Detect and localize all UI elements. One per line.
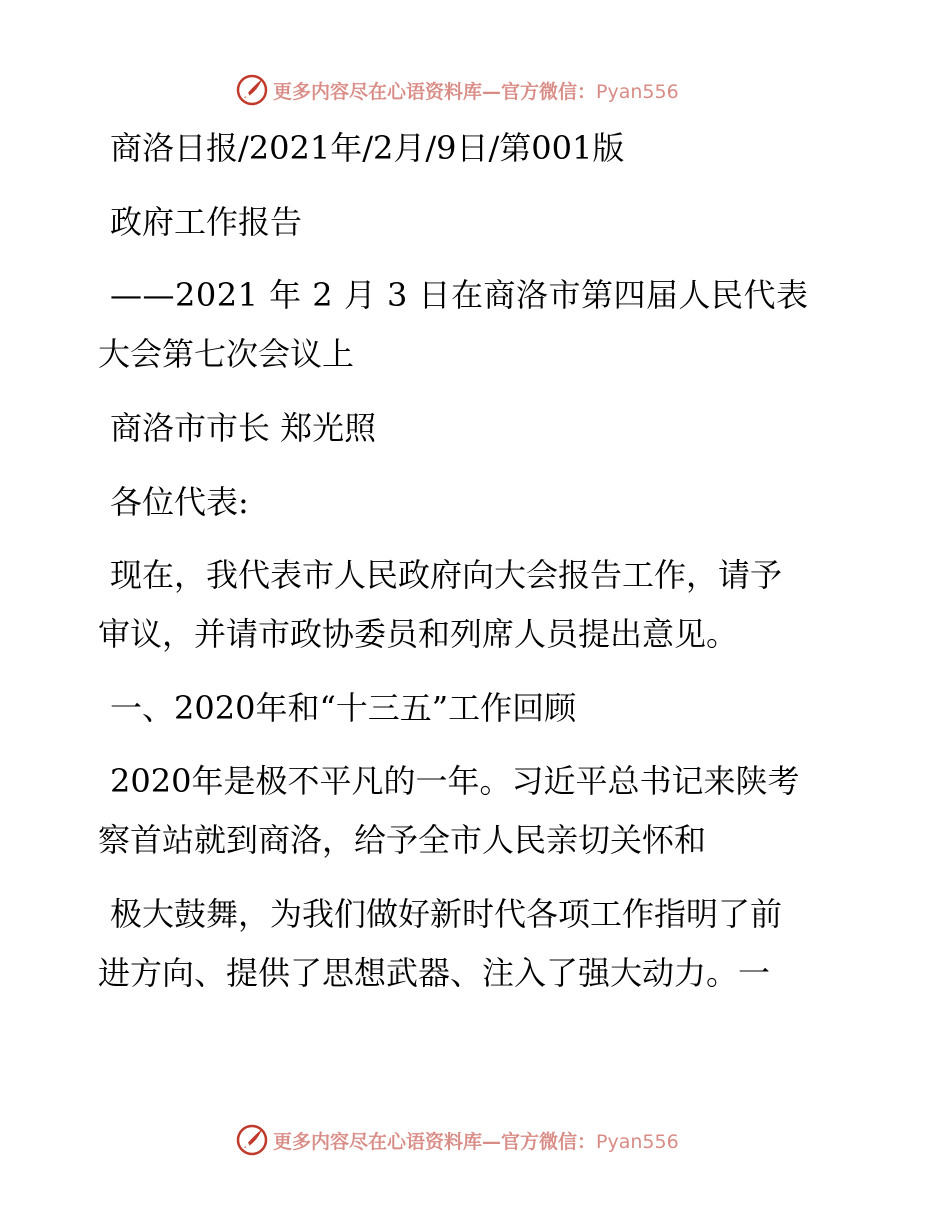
- footer-watermark: [235, 1122, 679, 1158]
- newspaper-source-line: 商洛日报/2021年/2月/9日/第001版: [110, 129, 625, 167]
- header-watermark: [235, 72, 679, 108]
- report-title: 政府工作报告: [110, 203, 303, 241]
- paragraph-1-line-1: 现在，我代表市人民政府向大会报告工作，请予: [110, 556, 783, 594]
- paragraph-3-line-2: 进方向、提供了思想武器、注入了强大动力。一: [98, 954, 771, 992]
- quill-seal-icon: [235, 1123, 269, 1157]
- watermark-text: 更多内容尽在心语资料库—官方微信：Pyan556: [273, 1130, 679, 1153]
- paragraph-1-line-2: 审议，并请市政协委员和列席人员提出意见。: [98, 615, 739, 653]
- author-line: 商洛市市长 郑光照: [110, 409, 377, 447]
- watermark-wechat-id: Pyan556: [596, 80, 679, 103]
- watermark-text: 更多内容尽在心语资料库—官方微信：Pyan556: [273, 80, 679, 103]
- section-heading-1: 一、2020年和“十三五”工作回顾: [110, 689, 577, 727]
- paragraph-2-line-2: 察首站就到商洛，给予全市人民亲切关怀和: [98, 821, 707, 859]
- paragraph-3-line-1: 极大鼓舞，为我们做好新时代各项工作指明了前: [110, 895, 783, 933]
- quill-seal-icon: [235, 73, 269, 107]
- paragraph-2-line-1: 2020年是极不平凡的一年。习近平总书记来陕考: [110, 762, 800, 800]
- salutation: 各位代表:: [110, 483, 249, 521]
- report-subtitle-line-2: 大会第七次会议上: [98, 335, 355, 373]
- watermark-wechat-id: Pyan556: [596, 1130, 679, 1153]
- report-subtitle-line-1: ——2021 年 2 月 3 日在商洛市第四届人民代表: [110, 276, 809, 314]
